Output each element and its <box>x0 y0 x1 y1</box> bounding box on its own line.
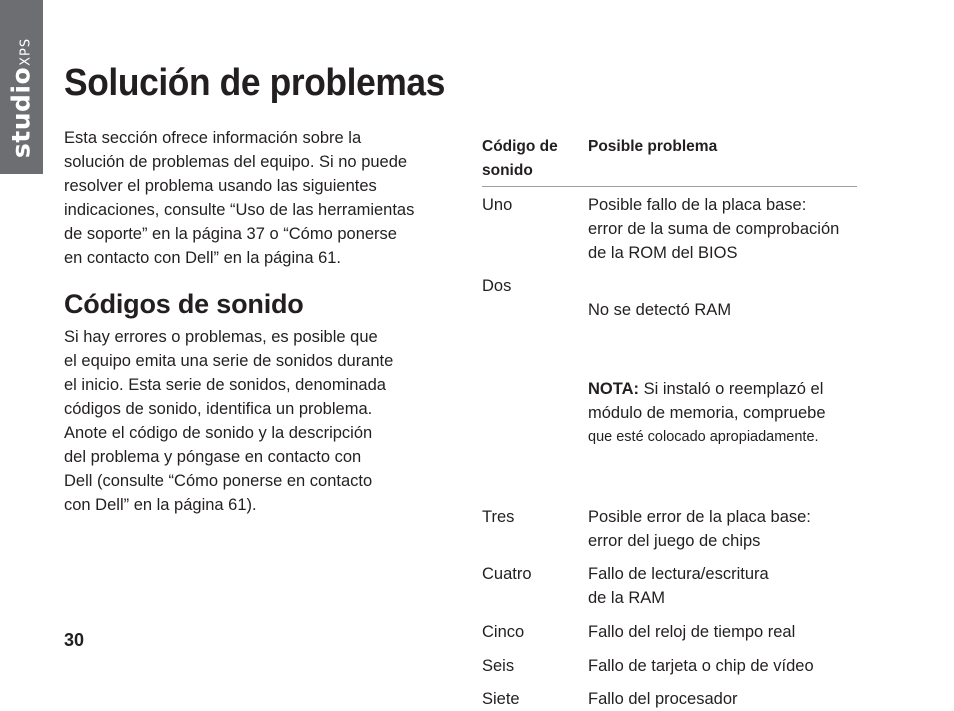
left-column <box>64 126 464 517</box>
section-paragraph: Si hay errores o problemas, es posible que el equipo emita una serie de sonidos durante el inicio. Esta serie de sonidos, denominada códigos de sonido, identifica un problema. Anote el código de sonido y la descripción del problema y póngase en contacto con Dell (consulte “Cómo ponerse en contacto con Dell” en la página 61). <box>64 328 394 514</box>
section-title: Códigos de sonido <box>64 289 304 319</box>
note-text: Si instaló o reemplazó el módulo de memoria, compruebe <box>588 380 826 422</box>
header-code: Código de sonido <box>482 138 558 179</box>
note-label: NOTA: <box>588 380 640 398</box>
table-row <box>482 193 857 265</box>
row-code: Cinco <box>482 623 525 641</box>
row-code: Dos <box>482 277 512 295</box>
note-last-line: que esté colocado apropiadamente. <box>588 429 819 445</box>
table-row <box>482 620 857 644</box>
page-number: 30 <box>64 630 85 650</box>
intro-paragraph: Esta sección ofrece información sobre la solución de problemas del equipo. Si no puede resolver el problema usando las siguientes indicaciones, consulte “Uso de las herramientas de soporte” en la página 37 o “Cómo ponerse en contacto con Dell” en la página 61. <box>64 129 415 267</box>
beep-codes-table <box>482 135 857 711</box>
table-row <box>482 654 857 678</box>
row-problem: Fallo de tarjeta o chip de vídeo <box>588 657 814 675</box>
row-problem: Fallo de lectura/escritura de la RAM <box>588 565 769 607</box>
table-row <box>482 274 857 497</box>
brand-logo-sub: XPS <box>18 37 34 66</box>
brand-strip <box>0 0 43 174</box>
row-problem: Fallo del procesador <box>588 690 738 708</box>
memory-note <box>588 353 857 473</box>
row-code: Siete <box>482 690 520 708</box>
row-problem: No se detectó RAM <box>588 301 732 319</box>
brand-logo-main: studio <box>6 66 36 159</box>
table-row <box>482 687 857 711</box>
row-code: Seis <box>482 657 515 675</box>
row-code: Cuatro <box>482 565 532 583</box>
table-row <box>482 505 857 553</box>
row-problem-cell <box>588 274 857 497</box>
brand-logo <box>6 37 36 159</box>
row-code: Uno <box>482 196 513 214</box>
row-problem: Fallo del reloj de tiempo real <box>588 623 796 641</box>
table-row <box>482 562 857 610</box>
row-code: Tres <box>482 508 515 526</box>
page-title: Solución de problemas <box>64 62 446 104</box>
row-problem: Posible error de la placa base: error del juego de chips <box>588 508 811 550</box>
row-problem: Posible fallo de la placa base: error de la suma de comprobación de la ROM del BIOS <box>588 196 840 262</box>
table-header <box>482 135 857 187</box>
header-problem: Posible problema <box>588 138 718 155</box>
